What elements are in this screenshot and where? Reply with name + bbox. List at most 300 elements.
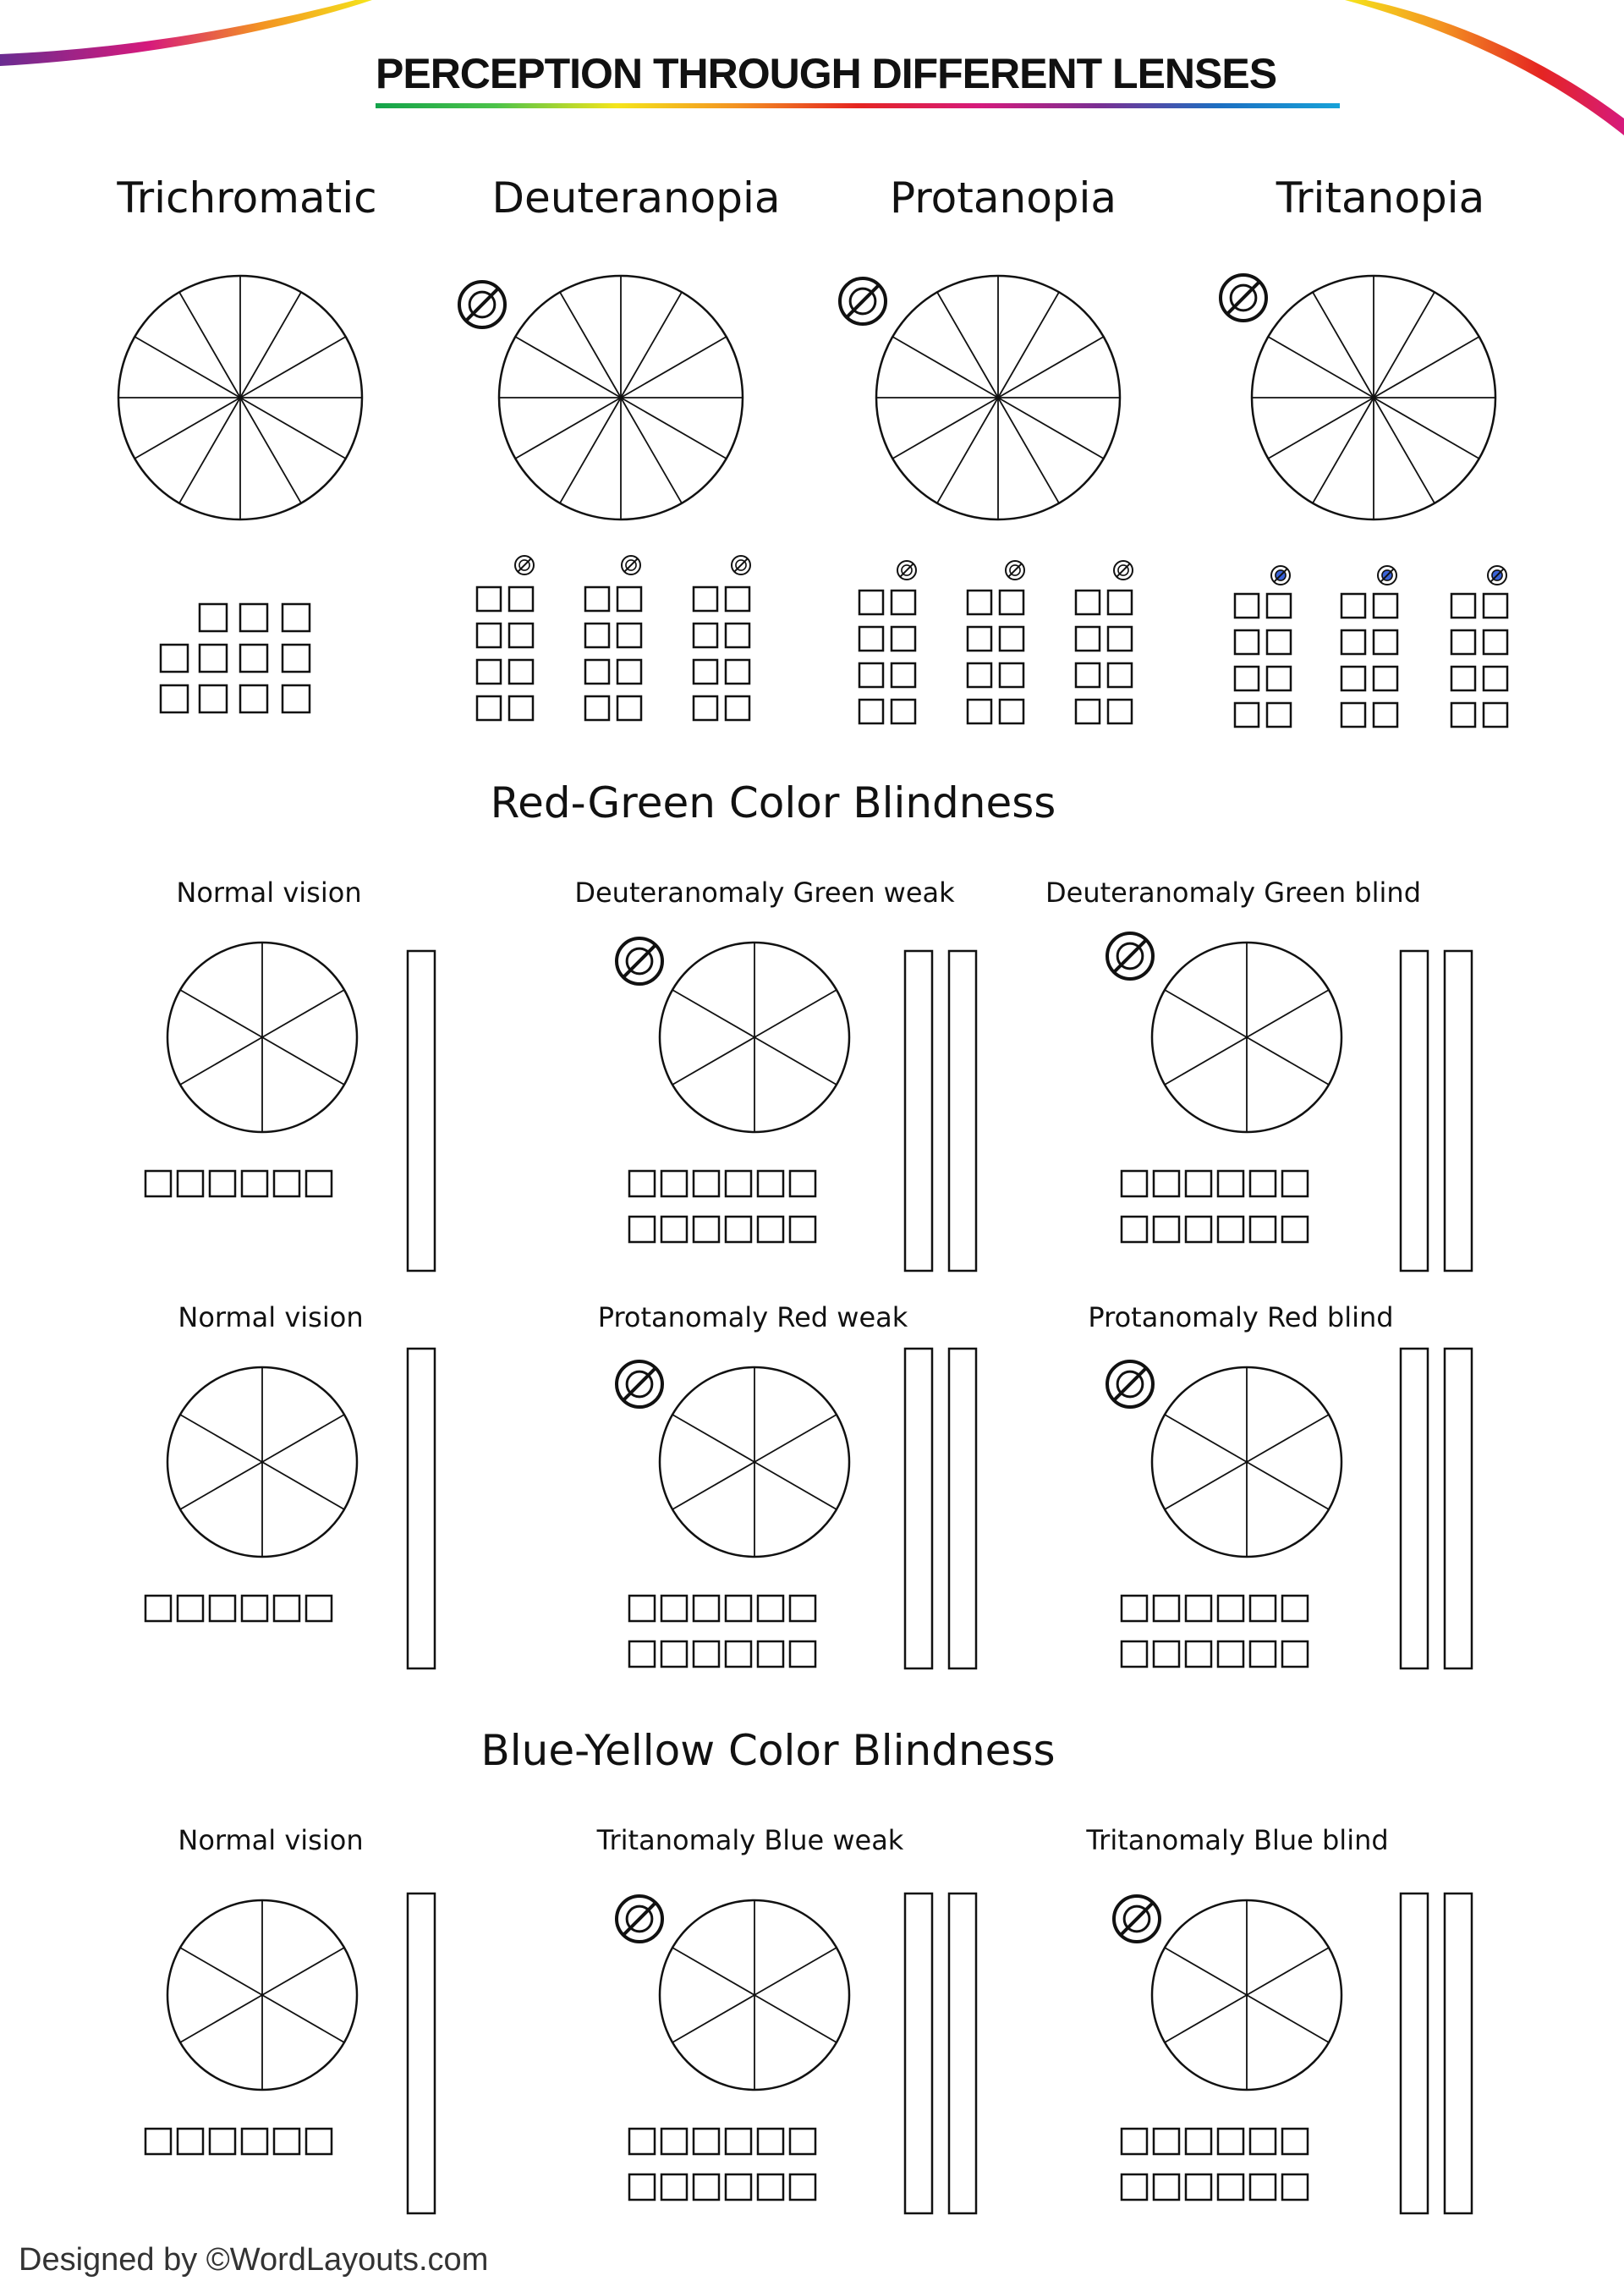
tritanopia-swatch bbox=[1451, 703, 1475, 727]
protanopia-swatch bbox=[1108, 663, 1132, 687]
wheel-spoke bbox=[754, 1948, 837, 1995]
wheel-spoke bbox=[1374, 292, 1435, 398]
page-title: PERCEPTION THROUGH DIFFERENT LENSES bbox=[376, 50, 1277, 97]
trichromatic-swatch bbox=[240, 685, 267, 712]
wheel-spoke bbox=[1374, 337, 1479, 398]
wheel-spoke bbox=[621, 398, 727, 459]
deuteranopia-swatch bbox=[726, 587, 749, 611]
tritanopia-mini-blocked-icon bbox=[1488, 566, 1506, 585]
wheel-spoke bbox=[262, 990, 344, 1037]
tritanomaly-blind-color-bar bbox=[1401, 1894, 1428, 2213]
protanopia-mini-blocked-icon bbox=[897, 561, 916, 580]
protanomaly-weak-color-bar bbox=[949, 1349, 976, 1668]
deuteranomaly-blind-swatch bbox=[1122, 1171, 1147, 1196]
deuteranopia-swatch bbox=[726, 624, 749, 647]
wheel-spoke bbox=[1165, 1415, 1247, 1462]
protanomaly-blind-swatch bbox=[1250, 1641, 1276, 1667]
protanopia-swatch bbox=[1000, 627, 1023, 651]
tritanomaly-blind-blocked-icon bbox=[1114, 1896, 1160, 1942]
tritanomaly-weak-swatch bbox=[661, 2129, 687, 2154]
wheel-spoke bbox=[998, 337, 1104, 398]
protanopia-mini-blocked-icon bbox=[1006, 561, 1024, 580]
wheel-spoke bbox=[1165, 1037, 1247, 1085]
protanomaly-weak-swatch bbox=[694, 1596, 719, 1621]
wheel-spoke bbox=[672, 1415, 754, 1462]
protanopia-swatch bbox=[968, 627, 991, 651]
wheel-spoke bbox=[560, 292, 621, 398]
normal-vision-3-swatch bbox=[178, 2129, 203, 2154]
tritanopia-swatch bbox=[1451, 667, 1475, 690]
protanopia-swatch bbox=[1076, 627, 1100, 651]
wheel-spoke bbox=[1313, 398, 1374, 503]
tritanomaly-weak-swatch bbox=[694, 2129, 719, 2154]
wheel-spoke bbox=[515, 337, 621, 398]
deuteranopia-swatch bbox=[585, 587, 609, 611]
tritanomaly-blind-swatch bbox=[1282, 2129, 1308, 2154]
protanomaly-weak-swatch bbox=[758, 1641, 783, 1667]
protanopia-swatch bbox=[1108, 591, 1132, 614]
deuteranomaly-blind-swatch bbox=[1250, 1217, 1276, 1242]
normal-vision-2-swatch bbox=[178, 1596, 203, 1621]
tritanomaly-blind-wheel bbox=[1152, 1900, 1341, 2090]
tritanomaly-weak-swatch bbox=[629, 2129, 655, 2154]
trichromatic-swatch bbox=[283, 685, 310, 712]
tritanomaly-blind-swatch bbox=[1122, 2174, 1147, 2200]
deuteranopia-swatch bbox=[617, 587, 641, 611]
wheel-spoke bbox=[754, 1462, 837, 1509]
normal-vision-1-swatch bbox=[306, 1171, 332, 1196]
protanomaly-weak-swatch bbox=[726, 1596, 751, 1621]
wheel-spoke bbox=[1268, 398, 1374, 459]
deuteranomaly-weak-swatch bbox=[726, 1217, 751, 1242]
deuteranomaly-blind-swatch bbox=[1282, 1217, 1308, 1242]
deuteranopia-swatch bbox=[477, 696, 501, 720]
tritanomaly-blind-swatch bbox=[1250, 2129, 1276, 2154]
deuteranomaly-blind-swatch bbox=[1154, 1171, 1179, 1196]
deuteranopia-swatch bbox=[694, 696, 717, 720]
tritanopia-swatch bbox=[1484, 594, 1507, 618]
wheel-spoke bbox=[621, 292, 682, 398]
tritanopia-swatch bbox=[1374, 630, 1397, 654]
protanomaly-weak-swatch bbox=[726, 1641, 751, 1667]
panel-label-normal-3: Normal vision bbox=[178, 1824, 364, 1856]
wheel-spoke bbox=[1374, 398, 1479, 459]
wheel-spoke bbox=[262, 1415, 344, 1462]
wheel-spoke bbox=[180, 1995, 262, 2042]
normal-vision-1-color-bar bbox=[408, 951, 435, 1271]
deuteranomaly-blind-swatch bbox=[1250, 1171, 1276, 1196]
panel-label-tritanomaly-weak: Tritanomaly Blue weak bbox=[596, 1824, 904, 1856]
wheel-spoke bbox=[262, 1462, 344, 1509]
deuteranomaly-weak-swatch bbox=[790, 1171, 815, 1196]
protanomaly-weak-wheel bbox=[660, 1367, 849, 1557]
tritanopia-swatch bbox=[1267, 667, 1291, 690]
tritanopia-swatch bbox=[1341, 630, 1365, 654]
tritanomaly-weak-swatch bbox=[661, 2174, 687, 2200]
deuteranopia-swatch bbox=[585, 696, 609, 720]
wheel-spoke bbox=[672, 1037, 754, 1085]
normal-vision-1-swatch bbox=[145, 1171, 171, 1196]
protanomaly-blind-swatch bbox=[1186, 1641, 1211, 1667]
wheel-spoke bbox=[1165, 1948, 1247, 1995]
deuteranopia-swatch bbox=[617, 660, 641, 684]
protanopia-swatch bbox=[892, 627, 915, 651]
tritanopia-swatch bbox=[1235, 630, 1259, 654]
wheel-spoke bbox=[892, 398, 998, 459]
deuteranomaly-weak-swatch bbox=[790, 1217, 815, 1242]
deuteranomaly-weak-swatch bbox=[661, 1171, 687, 1196]
tritanomaly-weak-swatch bbox=[790, 2174, 815, 2200]
protanopia-swatch bbox=[1108, 700, 1132, 723]
protanomaly-blind-swatch bbox=[1154, 1641, 1179, 1667]
deuteranomaly-weak-swatch bbox=[629, 1171, 655, 1196]
tritanomaly-blind-swatch bbox=[1186, 2174, 1211, 2200]
wheel-spoke bbox=[754, 1415, 837, 1462]
protanopia-swatch bbox=[1108, 627, 1132, 651]
deuteranopia-swatch bbox=[694, 587, 717, 611]
wheel-spoke bbox=[180, 1037, 262, 1085]
normal-vision-2-swatch bbox=[306, 1596, 332, 1621]
tritanomaly-weak-swatch bbox=[758, 2174, 783, 2200]
wheel-spoke bbox=[998, 292, 1059, 398]
protanopia-blocked-icon bbox=[840, 278, 886, 324]
wheel-spoke bbox=[672, 1995, 754, 2042]
wheel-spoke bbox=[998, 398, 1104, 459]
tritanomaly-weak-wheel bbox=[660, 1900, 849, 2090]
tritanopia-swatch bbox=[1341, 594, 1365, 618]
tritanopia-swatch bbox=[1484, 630, 1507, 654]
wheel-spoke bbox=[754, 1037, 837, 1085]
deuteranomaly-weak-color-bar bbox=[905, 951, 932, 1271]
deuteranopia-swatch bbox=[477, 624, 501, 647]
lens-label-trichromatic: Trichromatic bbox=[117, 173, 377, 223]
wheel-spoke bbox=[672, 1462, 754, 1509]
panel-label-normal-2: Normal vision bbox=[178, 1301, 364, 1333]
wheel-spoke bbox=[180, 1462, 262, 1509]
protanomaly-weak-swatch bbox=[629, 1596, 655, 1621]
normal-vision-1-swatch bbox=[210, 1171, 235, 1196]
deuteranomaly-weak-blocked-icon bbox=[617, 938, 662, 984]
wheel-spoke bbox=[1247, 1948, 1329, 1995]
protanopia-swatch bbox=[1000, 591, 1023, 614]
protanomaly-blind-swatch bbox=[1186, 1596, 1211, 1621]
wheel-spoke bbox=[240, 398, 346, 459]
protanomaly-weak-swatch bbox=[694, 1641, 719, 1667]
deuteranopia-swatch bbox=[726, 660, 749, 684]
trichromatic-swatch bbox=[200, 645, 227, 672]
wheel-spoke bbox=[1247, 1995, 1329, 2042]
tritanomaly-weak-color-bar bbox=[949, 1894, 976, 2213]
tritanomaly-blind-swatch bbox=[1282, 2174, 1308, 2200]
protanopia-swatch bbox=[892, 663, 915, 687]
protanopia-swatch bbox=[1000, 663, 1023, 687]
normal-vision-2-swatch bbox=[274, 1596, 299, 1621]
deuteranomaly-weak-swatch bbox=[694, 1217, 719, 1242]
deuteranomaly-weak-swatch bbox=[758, 1171, 783, 1196]
tritanomaly-weak-swatch bbox=[726, 2174, 751, 2200]
tritanomaly-weak-blocked-icon bbox=[617, 1896, 662, 1942]
tritanopia-swatch bbox=[1267, 703, 1291, 727]
deuteranomaly-blind-wheel bbox=[1152, 943, 1341, 1132]
tritanopia-swatch bbox=[1267, 594, 1291, 618]
tritanopia-swatch bbox=[1451, 594, 1475, 618]
wheel-spoke bbox=[560, 398, 621, 503]
protanomaly-blind-color-bar bbox=[1445, 1349, 1472, 1668]
wheel-spoke bbox=[754, 990, 837, 1037]
tritanopia-swatch bbox=[1374, 667, 1397, 690]
lens-label-deuteranopia: Deuteranopia bbox=[491, 173, 781, 223]
deuteranomaly-blind-swatch bbox=[1218, 1171, 1243, 1196]
protanopia-swatch bbox=[892, 591, 915, 614]
tritanomaly-blind-swatch bbox=[1122, 2129, 1147, 2154]
deuteranopia-swatch bbox=[585, 624, 609, 647]
tritanomaly-blind-swatch bbox=[1186, 2129, 1211, 2154]
normal-vision-2-color-bar bbox=[408, 1349, 435, 1668]
protanopia-swatch bbox=[1076, 663, 1100, 687]
panel-label-normal-1: Normal vision bbox=[176, 877, 362, 909]
tritanopia-swatch bbox=[1235, 667, 1259, 690]
wheel-spoke bbox=[180, 990, 262, 1037]
deuteranopia-mini-blocked-icon bbox=[515, 556, 534, 574]
lens-label-protanopia: Protanopia bbox=[889, 173, 1117, 223]
red-green-heading: Red-Green Color Blindness bbox=[490, 778, 1056, 827]
protanomaly-blind-swatch bbox=[1122, 1641, 1147, 1667]
protanomaly-weak-blocked-icon bbox=[617, 1361, 662, 1407]
wheel-spoke bbox=[515, 398, 621, 459]
tritanomaly-blind-swatch bbox=[1154, 2174, 1179, 2200]
protanopia-swatch bbox=[1000, 700, 1023, 723]
protanopia-swatch bbox=[859, 700, 883, 723]
protanomaly-blind-wheel bbox=[1152, 1367, 1341, 1557]
wheel-spoke bbox=[240, 292, 301, 398]
protanopia-mini-blocked-icon bbox=[1114, 561, 1133, 580]
tritanomaly-weak-swatch bbox=[726, 2129, 751, 2154]
tritanopia-swatch bbox=[1341, 703, 1365, 727]
deuteranomaly-weak-swatch bbox=[694, 1171, 719, 1196]
wheel-spoke bbox=[1165, 1995, 1247, 2042]
tritanomaly-blind-swatch bbox=[1250, 2174, 1276, 2200]
normal-vision-3-swatch bbox=[306, 2129, 332, 2154]
designer-credit: Designed by ©WordLayouts.com bbox=[19, 2242, 489, 2278]
deuteranomaly-weak-wheel bbox=[660, 943, 849, 1132]
protanomaly-blind-swatch bbox=[1282, 1596, 1308, 1621]
wheel-spoke bbox=[937, 398, 998, 503]
wheel-spoke bbox=[1374, 398, 1435, 503]
wheel-spoke bbox=[754, 1995, 837, 2042]
wheel-spoke bbox=[998, 398, 1059, 503]
deuteranomaly-blind-swatch bbox=[1154, 1217, 1179, 1242]
trichromatic-swatch bbox=[200, 685, 227, 712]
tritanomaly-blind-color-bar bbox=[1445, 1894, 1472, 2213]
tritanomaly-weak-swatch bbox=[790, 2129, 815, 2154]
trichromatic-swatch bbox=[200, 604, 227, 631]
tritanopia-swatch bbox=[1451, 630, 1475, 654]
protanopia-swatch bbox=[859, 591, 883, 614]
normal-vision-1-wheel bbox=[167, 943, 357, 1132]
panel-label-tritanomaly-blind: Tritanomaly Blue blind bbox=[1086, 1824, 1389, 1856]
wheel-spoke bbox=[1247, 1037, 1329, 1085]
tritanomaly-blind-swatch bbox=[1154, 2129, 1179, 2154]
normal-vision-3-swatch bbox=[145, 2129, 171, 2154]
deuteranopia-blocked-icon bbox=[459, 282, 505, 327]
deuteranopia-swatch bbox=[617, 696, 641, 720]
wheel-spoke bbox=[672, 990, 754, 1037]
deuteranopia-mini-blocked-icon bbox=[732, 556, 750, 574]
wheel-spoke bbox=[1165, 990, 1247, 1037]
tritanomaly-blind-swatch bbox=[1218, 2174, 1243, 2200]
protanomaly-blind-swatch bbox=[1218, 1596, 1243, 1621]
trichromatic-swatch bbox=[283, 604, 310, 631]
deuteranomaly-blind-swatch bbox=[1122, 1217, 1147, 1242]
tritanomaly-blind-swatch bbox=[1218, 2129, 1243, 2154]
normal-vision-2-swatch bbox=[145, 1596, 171, 1621]
tritanopia-swatch bbox=[1374, 703, 1397, 727]
lens-wheel-2 bbox=[876, 276, 1120, 519]
normal-vision-1-swatch bbox=[242, 1171, 267, 1196]
deuteranopia-swatch bbox=[726, 696, 749, 720]
normal-vision-3-wheel bbox=[167, 1900, 357, 2090]
wheel-spoke bbox=[262, 1037, 344, 1085]
deuteranopia-swatch bbox=[694, 660, 717, 684]
protanomaly-blind-swatch bbox=[1250, 1596, 1276, 1621]
tritanopia-swatch bbox=[1267, 630, 1291, 654]
tritanomaly-weak-swatch bbox=[629, 2174, 655, 2200]
trichromatic-swatch bbox=[240, 645, 267, 672]
protanomaly-weak-swatch bbox=[661, 1596, 687, 1621]
protanomaly-blind-swatch bbox=[1122, 1596, 1147, 1621]
protanomaly-blind-swatch bbox=[1218, 1641, 1243, 1667]
wheel-spoke bbox=[1247, 1415, 1329, 1462]
wheel-spoke bbox=[1247, 1462, 1329, 1509]
deuteranomaly-weak-swatch bbox=[629, 1217, 655, 1242]
deuteranopia-swatch bbox=[477, 660, 501, 684]
protanomaly-weak-swatch bbox=[629, 1641, 655, 1667]
wheel-spoke bbox=[892, 337, 998, 398]
tritanopia-swatch bbox=[1484, 703, 1507, 727]
deuteranomaly-weak-color-bar bbox=[949, 951, 976, 1271]
deuteranopia-swatch bbox=[477, 587, 501, 611]
wheel-spoke bbox=[240, 337, 346, 398]
panel-label-deuteranomaly-weak: Deuteranomaly Green weak bbox=[574, 877, 955, 909]
trichromatic-swatch bbox=[283, 645, 310, 672]
tritanopia-mini-blocked-icon bbox=[1271, 566, 1290, 585]
normal-vision-1-swatch bbox=[178, 1171, 203, 1196]
tritanopia-mini-blocked-icon bbox=[1378, 566, 1396, 585]
protanomaly-weak-swatch bbox=[790, 1596, 815, 1621]
wheel-spoke bbox=[937, 292, 998, 398]
deuteranomaly-blind-blocked-icon bbox=[1107, 933, 1153, 979]
panel-label-protanomaly-blind: Protanomaly Red blind bbox=[1088, 1301, 1394, 1333]
wheel-spoke bbox=[180, 1415, 262, 1462]
protanopia-swatch bbox=[859, 627, 883, 651]
normal-vision-3-swatch bbox=[210, 2129, 235, 2154]
deuteranopia-swatch bbox=[509, 624, 533, 647]
wheel-spoke bbox=[1268, 337, 1374, 398]
tritanopia-swatch bbox=[1235, 594, 1259, 618]
wheel-spoke bbox=[1165, 1462, 1247, 1509]
lens-wheel-0 bbox=[118, 276, 362, 519]
panel-label-deuteranomaly-blind: Deuteranomaly Green blind bbox=[1045, 877, 1422, 909]
wheel-spoke bbox=[621, 337, 727, 398]
protanomaly-blind-swatch bbox=[1282, 1641, 1308, 1667]
deuteranopia-mini-blocked-icon bbox=[622, 556, 640, 574]
trichromatic-swatch bbox=[161, 685, 188, 712]
protanopia-swatch bbox=[1076, 700, 1100, 723]
protanomaly-weak-swatch bbox=[758, 1596, 783, 1621]
normal-vision-3-color-bar bbox=[408, 1894, 435, 2213]
wheel-spoke bbox=[262, 1995, 344, 2042]
protanopia-swatch bbox=[859, 663, 883, 687]
protanomaly-weak-color-bar bbox=[905, 1349, 932, 1668]
blue-yellow-heading: Blue-Yellow Color Blindness bbox=[480, 1726, 1056, 1775]
wheel-spoke bbox=[672, 1948, 754, 1995]
wheel-spoke bbox=[240, 398, 301, 503]
wheel-spoke bbox=[180, 1948, 262, 1995]
protanomaly-weak-swatch bbox=[661, 1641, 687, 1667]
protanopia-swatch bbox=[892, 700, 915, 723]
deuteranomaly-blind-color-bar bbox=[1401, 951, 1428, 1271]
wheel-spoke bbox=[1247, 990, 1329, 1037]
protanomaly-blind-blocked-icon bbox=[1107, 1361, 1153, 1407]
protanomaly-blind-swatch bbox=[1154, 1596, 1179, 1621]
deuteranomaly-weak-swatch bbox=[758, 1217, 783, 1242]
deuteranopia-swatch bbox=[617, 624, 641, 647]
deuteranopia-swatch bbox=[694, 624, 717, 647]
normal-vision-2-swatch bbox=[210, 1596, 235, 1621]
tritanomaly-weak-color-bar bbox=[905, 1894, 932, 2213]
trichromatic-swatch bbox=[161, 645, 188, 672]
normal-vision-3-swatch bbox=[242, 2129, 267, 2154]
tritanopia-swatch bbox=[1374, 594, 1397, 618]
deuteranomaly-weak-swatch bbox=[661, 1217, 687, 1242]
normal-vision-1-swatch bbox=[274, 1171, 299, 1196]
panel-label-protanomaly-weak: Protanomaly Red weak bbox=[597, 1301, 908, 1333]
wheel-spoke bbox=[134, 337, 240, 398]
wheel-spoke bbox=[134, 398, 240, 459]
wheel-spoke bbox=[1313, 292, 1374, 398]
tritanomaly-weak-swatch bbox=[694, 2174, 719, 2200]
deuteranomaly-blind-color-bar bbox=[1445, 951, 1472, 1271]
normal-vision-2-wheel bbox=[167, 1367, 357, 1557]
wheel-spoke bbox=[262, 1948, 344, 1995]
trichromatic-swatch bbox=[240, 604, 267, 631]
wheel-spoke bbox=[179, 398, 240, 503]
normal-vision-2-swatch bbox=[242, 1596, 267, 1621]
protanomaly-weak-swatch bbox=[790, 1641, 815, 1667]
deuteranomaly-blind-swatch bbox=[1218, 1217, 1243, 1242]
protanopia-swatch bbox=[1076, 591, 1100, 614]
normal-vision-3-swatch bbox=[274, 2129, 299, 2154]
deuteranomaly-weak-swatch bbox=[726, 1171, 751, 1196]
tritanopia-blocked-icon bbox=[1221, 275, 1266, 321]
protanopia-swatch bbox=[968, 591, 991, 614]
lens-wheel-1 bbox=[499, 276, 743, 519]
wheel-spoke bbox=[621, 398, 682, 503]
deuteranopia-swatch bbox=[509, 660, 533, 684]
protanomaly-blind-color-bar bbox=[1401, 1349, 1428, 1668]
deuteranopia-swatch bbox=[509, 696, 533, 720]
tritanomaly-weak-swatch bbox=[758, 2129, 783, 2154]
deuteranopia-swatch bbox=[585, 660, 609, 684]
tritanopia-swatch bbox=[1341, 667, 1365, 690]
deuteranomaly-blind-swatch bbox=[1186, 1171, 1211, 1196]
protanopia-swatch bbox=[968, 700, 991, 723]
lens-label-tritanopia: Tritanopia bbox=[1276, 173, 1485, 223]
deuteranomaly-blind-swatch bbox=[1282, 1171, 1308, 1196]
tritanopia-swatch bbox=[1484, 667, 1507, 690]
tritanopia-swatch bbox=[1235, 703, 1259, 727]
lens-wheel-3 bbox=[1252, 276, 1495, 519]
